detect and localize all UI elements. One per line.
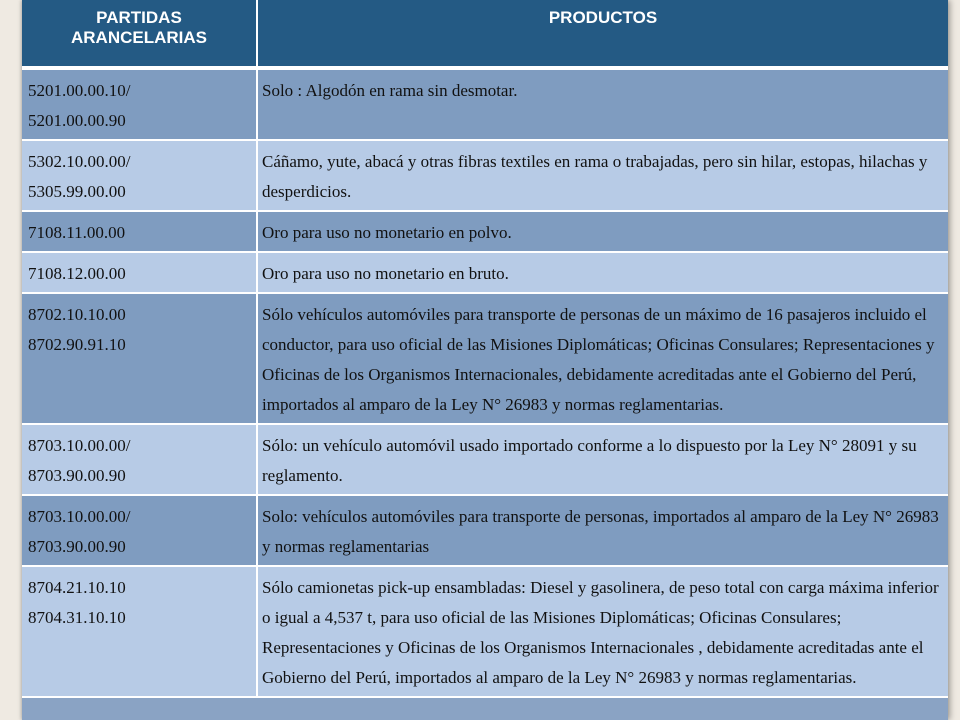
tariff-code: 8703.90.00.90 (28, 537, 126, 556)
tariff-code-cell (22, 293, 257, 424)
tariff-table-container (22, 0, 948, 720)
tariff-code-cell (22, 211, 257, 252)
table-row (22, 424, 948, 495)
tariff-code: 7108.12.00.00 (28, 264, 126, 283)
tariff-code: 8702.90.91.10 (28, 335, 126, 354)
tariff-code: 8704.21.10.10 (28, 578, 126, 597)
product-description: Oro para uso no monetario en polvo. (257, 211, 948, 252)
tariff-code: 5305.99.00.00 (28, 182, 126, 201)
column-header-partidas-line1: PARTIDAS (96, 8, 182, 27)
tariff-code: 8703.10.00.00/ (28, 507, 131, 526)
tariff-code: 7108.11.00.00 (28, 223, 126, 242)
tariff-code: 8704.31.10.10 (28, 608, 126, 627)
product-description: Sólo camionetas pick-up ensambladas: Diesel y gasolinera, de peso total con carga máxima inferior o igual a 4,537 t, para uso oficial de las Misiones Diplomáticas; Oficinas Consulares; Representaciones y Oficinas de los Organismos Internacionales , debidamente acreditadas ante el Gobierno del Perú, importados al amparo de la Ley N° 26983 y normas reglamentarias. (257, 566, 948, 697)
tariff-code-cell (22, 252, 257, 293)
tariff-code-cell (22, 566, 257, 697)
tariff-code: 5201.00.00.10/ (28, 81, 131, 100)
tariff-code: 5201.00.00.90 (28, 111, 126, 130)
table-row (22, 293, 948, 424)
column-header-partidas (22, 0, 257, 68)
product-description: Sólo: un vehículo automóvil usado importado conforme a lo dispuesto por la Ley N° 28091 y su reglamento. (257, 424, 948, 495)
product-description: Sólo vehículos automóviles para transporte de personas de un máximo de 16 pasajeros incluido el conductor, para uso oficial de las Misiones Diplomáticas; Oficinas Consulares; Representaciones y Oficinas de los Organismos Internacionales, debidamente acreditadas ante el Gobierno del Perú, importados al amparo de la Ley N° 26983 y normas reglamentarias. (257, 293, 948, 424)
tariff-code: 8702.10.10.00 (28, 305, 126, 324)
tariff-code: 8703.10.00.00/ (28, 436, 131, 455)
product-description: Oro para uso no monetario en bruto. (257, 252, 948, 293)
tariff-table (22, 0, 948, 698)
tariff-code-cell (22, 140, 257, 211)
column-header-partidas-line2: ARANCELARIAS (71, 28, 207, 47)
table-row (22, 211, 948, 252)
product-description: Solo : Algodón en rama sin desmotar. (257, 68, 948, 140)
tariff-code-cell (22, 424, 257, 495)
table-row (22, 140, 948, 211)
table-row (22, 566, 948, 697)
table-row (22, 68, 948, 140)
product-description: Solo: vehículos automóviles para transporte de personas, importados al amparo de la Ley N° 26983 y normas reglamentarias (257, 495, 948, 566)
tariff-code: 5302.10.00.00/ (28, 152, 131, 171)
tariff-code: 8703.90.00.90 (28, 466, 126, 485)
table-row (22, 252, 948, 293)
tariff-code-cell (22, 495, 257, 566)
column-header-productos: PRODUCTOS (257, 0, 948, 68)
product-description: Cáñamo, yute, abacá y otras fibras textiles en rama o trabajadas, pero sin hilar, estopas, hilachas y desperdicios. (257, 140, 948, 211)
table-body (22, 68, 948, 697)
tariff-code-cell (22, 68, 257, 140)
table-header-row (22, 0, 948, 68)
table-row (22, 495, 948, 566)
